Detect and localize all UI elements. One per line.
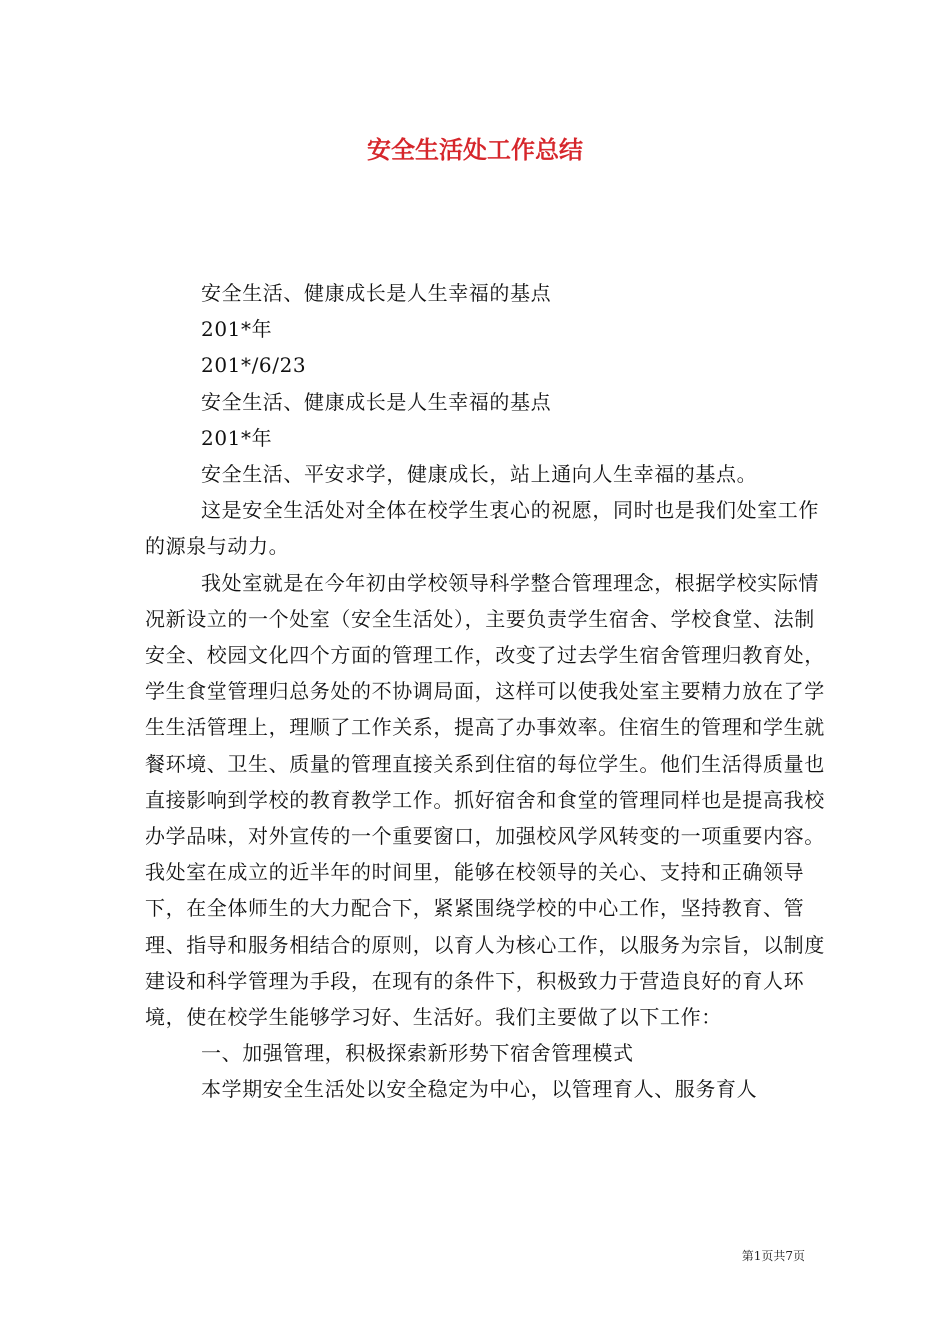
paragraph: 201*/6/23 <box>201 353 307 378</box>
paragraph: 安全生活、健康成长是人生幸福的基点 <box>201 281 552 305</box>
paragraph: 这是安全生活处对全体在校学生衷心的祝愿，同时也是我们处室工作的源泉与动力。 <box>145 498 819 559</box>
paragraph: 安全生活、平安求学，健康成长，站上通向人生幸福的基点。 <box>201 462 758 487</box>
page-number: 第1页共7页 <box>741 1249 805 1263</box>
paragraph: 201*年 <box>201 317 273 342</box>
document-title: 安全生活处工作总结 <box>367 135 583 164</box>
document-body <box>145 275 825 1108</box>
paragraph: 一、加强管理，积极探索新形势下宿舍管理模式 <box>201 1041 634 1066</box>
paragraph: 本学期安全生活处以安全稳定为中心，以管理育人、服务育人 <box>201 1077 758 1102</box>
paragraph: 安全生活、健康成长是人生幸福的基点 <box>201 389 552 414</box>
paragraph: 201*年 <box>201 425 273 450</box>
paragraph: 我处室就是在今年初由学校领导科学整合管理理念，根据学校实际情况新设立的一个处室（安全生活处），主要负责学生宿舍、学校食堂、法制安全、校园文化四个方面的管理工作，改变了过去学生宿舍管理归教育处，学生食堂管理归总务处的不协调局面，这样可以使我处室主要精力放在了学生生活管理上，理顺了工作关系，提高了办事效率。住宿生的管理和学生就餐环境、卫生、质量的管理直接关系到住宿的每位学生。他们生活得质量也直接影响到学校的教育教学工作。抓好宿舍和食堂的管理同样也是提高我校办学品味，对外宣传的一个重要窗口，加强校风学风转变的一项重要内容。我处室在成立的近半年的时间里，能够在校领导的关心、支持和正确领导下，在全体师生的大力配合下，紧紧围绕学校的中心工作，坚持教育、管理、指导和服务相结合的原则，以育人为核心工作，以服务为宗旨，以制度建设和科学管理为手段，在现有的条件下，积极致力于营造良好的育人环境，使在校学生能够学习好、生活好。我们主要做了以下工作： <box>145 570 825 1030</box>
